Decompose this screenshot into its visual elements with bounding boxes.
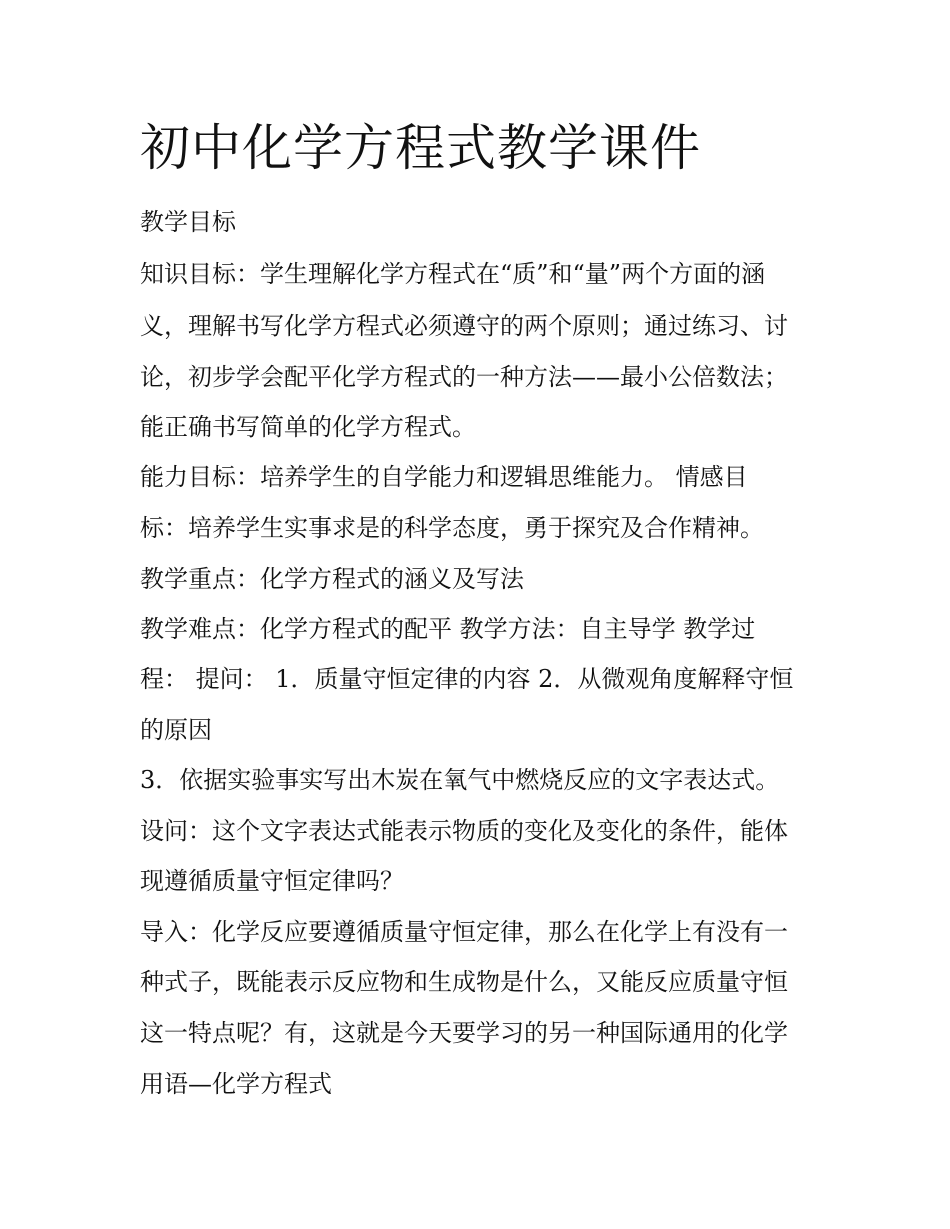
text-line-knowledge-goal: 知识目标：学生理解化学方程式在“质”和“量”两个方面的涵 bbox=[140, 260, 766, 288]
text-line-introduction: 导入：化学反应要遵循质量守恒定律，那么在化学上有没有一 bbox=[140, 918, 788, 946]
document-title: 初中化学方程式教学课件 bbox=[140, 119, 701, 177]
text-line-question-3: 3．依据实验事实写出木炭在氧气中燃烧反应的文字表达式。 bbox=[140, 766, 780, 794]
text-line-difficulties: 教学难点：化学方程式的配平 教学方法：自主导学 教学过 bbox=[140, 615, 756, 643]
text-line: 论，初步学会配平化学方程式的一种方法——最小公倍数法； bbox=[140, 363, 788, 391]
text-line: 现遵循质量守恒定律吗？ bbox=[140, 867, 404, 895]
text-line: 种式子，既能表示反应物和生成物是什么，又能反应质量守恒 bbox=[140, 968, 788, 996]
text-line: 义，理解书写化学方程式必须遵守的两个原则；通过练习、讨 bbox=[140, 312, 788, 340]
text-line: 程： 提问： 1．质量守恒定律的内容 2．从微观角度解释守恒 bbox=[140, 665, 794, 693]
text-line: 标：培养学生实事求是的科学态度，勇于探究及合作精神。 bbox=[140, 514, 764, 542]
text-line: 用语—化学方程式 bbox=[140, 1070, 332, 1098]
text-line-key-points: 教学重点：化学方程式的涵义及写法 bbox=[140, 565, 524, 593]
text-line: 这一特点呢？有，这就是今天要学习的另一种国际通用的化学 bbox=[140, 1019, 788, 1047]
text-line: 能正确书写简单的化学方程式。 bbox=[140, 413, 476, 441]
text-line-query: 设问：这个文字表达式能表示物质的变化及变化的条件，能体 bbox=[140, 817, 788, 845]
text-line-teaching-goals: 教学目标 bbox=[140, 208, 236, 236]
text-line: 的原因 bbox=[140, 716, 212, 744]
text-line-ability-goal: 能力目标：培养学生的自学能力和逻辑思维能力。 情感目 bbox=[140, 463, 748, 491]
